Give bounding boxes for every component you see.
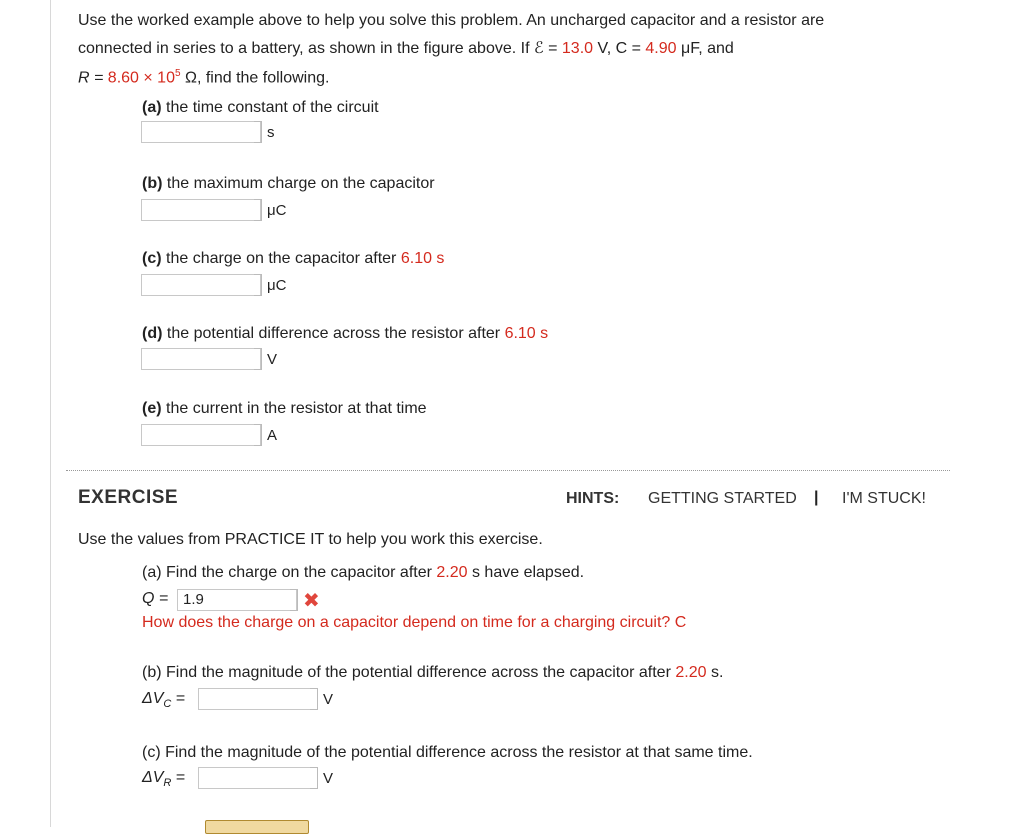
time-value: 2.20 bbox=[675, 664, 707, 681]
input-bracket bbox=[254, 348, 262, 370]
subscript: C bbox=[163, 698, 172, 711]
part-e-question bbox=[142, 400, 427, 418]
unit-label-a: s bbox=[267, 124, 275, 141]
part-b-question bbox=[142, 175, 435, 193]
part-text: the potential difference across the resistor after bbox=[166, 325, 501, 342]
unit-label-c: μC bbox=[267, 277, 287, 294]
section-divider bbox=[66, 470, 950, 471]
capacitance-value: 4.90 bbox=[645, 40, 677, 57]
question-text: (a) Find the charge on the capacitor after bbox=[142, 564, 432, 581]
part-d-question bbox=[142, 325, 548, 343]
input-bracket bbox=[310, 767, 318, 789]
part-text: the current in the resistor at that time bbox=[166, 400, 427, 417]
input-bracket bbox=[254, 121, 262, 143]
delta-vc-input[interactable] bbox=[198, 688, 318, 710]
exercise-intro: Use the values from PRACTICE IT to help you work this exercise. bbox=[78, 531, 543, 548]
answer-input-a[interactable] bbox=[141, 121, 261, 143]
input-bracket bbox=[310, 688, 318, 710]
problem-line-1: Use the worked example above to help you solve this problem. An uncharged capacitor and a resistor are bbox=[78, 12, 825, 29]
delta-vr-input[interactable] bbox=[198, 767, 318, 789]
im-stuck-link[interactable]: I'M STUCK! bbox=[842, 490, 926, 507]
question-suffix: s have elapsed. bbox=[471, 564, 585, 581]
part-letter: (b) bbox=[142, 175, 163, 192]
emf-unit: V, C = bbox=[597, 40, 641, 57]
hints-label: HINTS: bbox=[566, 490, 620, 507]
answer-input-b[interactable] bbox=[141, 199, 261, 221]
unit-label-b: μC bbox=[267, 202, 287, 219]
q-label: Q = bbox=[142, 590, 169, 607]
problem-text: connected in series to a battery, as shown in the figure above. If ℰ = bbox=[78, 40, 558, 57]
part-letter: (e) bbox=[142, 400, 162, 417]
answer-input-c[interactable] bbox=[141, 274, 261, 296]
answer-input-d[interactable] bbox=[141, 348, 261, 370]
input-bracket bbox=[254, 199, 262, 221]
exercise-b-question bbox=[142, 664, 723, 682]
exercise-a-question bbox=[142, 564, 584, 582]
time-value: 6.10 s bbox=[400, 250, 445, 267]
exercise-title: EXERCISE bbox=[78, 487, 179, 508]
input-bracket bbox=[254, 424, 262, 446]
emf-value: 13.0 bbox=[561, 40, 594, 57]
time-value: 2.20 bbox=[436, 564, 468, 581]
delta-v-text: ΔV bbox=[142, 690, 164, 707]
resistance-unit: Ω, find the following. bbox=[184, 69, 330, 87]
answer-input-e[interactable] bbox=[141, 424, 261, 446]
part-text: the charge on the capacitor after bbox=[166, 250, 397, 267]
resistance-value: 8.60 × 10 bbox=[107, 69, 175, 87]
input-bracket bbox=[290, 589, 298, 611]
part-text: the time constant of the circuit bbox=[166, 99, 379, 116]
part-a-question bbox=[142, 99, 379, 117]
delta-vc-label bbox=[142, 690, 185, 710]
unit-label-vc: V bbox=[323, 691, 334, 708]
feedback-message: How does the charge on a capacitor depend on time for a charging circuit? C bbox=[142, 614, 687, 631]
left-border bbox=[50, 0, 51, 827]
capacitance-unit: μF, and bbox=[680, 40, 734, 57]
part-letter: (c) bbox=[142, 250, 162, 267]
input-bracket bbox=[254, 274, 262, 296]
subscript: R bbox=[163, 777, 172, 790]
question-text: (b) Find the magnitude of the potential difference across the capacitor after bbox=[142, 664, 671, 681]
q-input[interactable]: 1.9 bbox=[177, 589, 297, 611]
getting-started-link[interactable]: GETTING STARTED bbox=[648, 490, 797, 507]
resistance-label: R = bbox=[78, 69, 104, 87]
incorrect-icon: ✖ bbox=[303, 590, 320, 612]
exercise-c-question: (c) Find the magnitude of the potential difference across the resistor at that same time. bbox=[142, 744, 753, 761]
question-suffix: s. bbox=[710, 664, 724, 681]
unit-label-e: A bbox=[267, 427, 278, 444]
problem-line-3 bbox=[78, 68, 329, 87]
part-c-question bbox=[142, 250, 444, 268]
delta-vr-label bbox=[142, 769, 185, 789]
equals-sign: = bbox=[175, 690, 186, 707]
submit-button[interactable] bbox=[205, 820, 309, 834]
part-letter: (a) bbox=[142, 99, 162, 116]
equals-sign: = bbox=[175, 769, 186, 786]
part-letter: (d) bbox=[142, 325, 163, 342]
time-value: 6.10 s bbox=[504, 325, 549, 342]
unit-label-vr: V bbox=[323, 770, 334, 787]
problem-line-2 bbox=[78, 38, 734, 58]
part-text: the maximum charge on the capacitor bbox=[166, 175, 435, 192]
unit-label-d: V bbox=[267, 351, 278, 368]
resistance-exponent: 5 bbox=[174, 68, 181, 79]
delta-v-text: ΔV bbox=[142, 769, 164, 786]
hints-divider: | bbox=[814, 489, 819, 506]
